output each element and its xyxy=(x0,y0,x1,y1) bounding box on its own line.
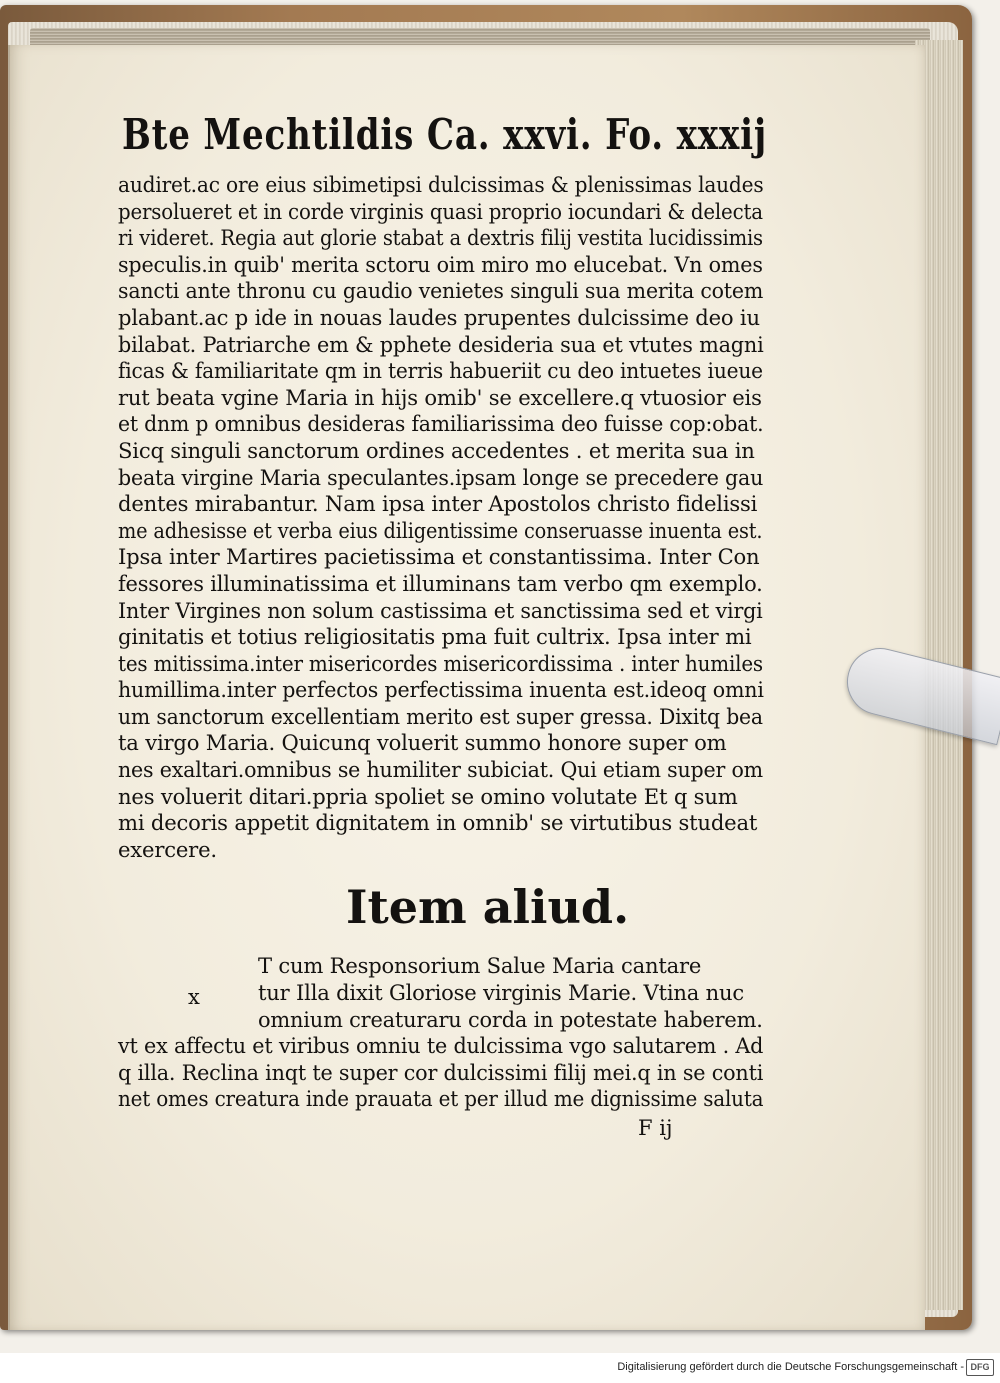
paragraph-2-indented xyxy=(118,954,768,1034)
text-line: beata virgine Maria speculantes.ipsam longe se precedere gau xyxy=(118,465,764,491)
footer-bar xyxy=(0,1353,1000,1383)
text-line: mi decoris appetit dignitatem in omnib' se virtutibus studeat xyxy=(118,811,758,837)
text-line: plabant.ac p ide in nouas laudes prupentes dulcissime deo iu xyxy=(118,305,760,331)
text-line: humillima.inter perfectos perfectissima inuenta est.ideoq omni xyxy=(118,678,764,704)
text-line: Inter Virgines non solum castissima et sanctissima sed et virgi xyxy=(118,598,763,624)
page-text xyxy=(118,105,768,1140)
text-line: bilabat. Patriarche em & pphete desideria sua et vtutes magni xyxy=(118,332,764,358)
text-line: Sicq singuli sanctorum ordines accedentes . et merita sua in xyxy=(118,438,755,464)
text-line: q illa. Reclina inqt te super cor dulcissimi filij mei.q in se conti xyxy=(118,1060,764,1086)
text-line: vt ex affectu et viribus omniu te dulcissima vgo salutarem . Ad xyxy=(118,1034,764,1060)
text-line: persolueret et in corde virginis quasi proprio iocundari & delecta xyxy=(118,199,763,225)
text-line: sancti ante thronu cu gaudio venietes singuli sua merita cotem xyxy=(118,279,764,305)
text-line: nes exaltari.omnibus se humiliter subiciat. Qui etiam super om xyxy=(118,758,763,784)
marginal-letter: x xyxy=(188,985,200,1009)
text-line: tur Illa dixit Gloriose virginis Marie. Vtina nuc xyxy=(258,981,744,1007)
text-line: omnium creaturaru corda in potestate haberem. xyxy=(258,1007,763,1033)
text-line: nes voluerit ditari.ppria spoliet se omino volutate Et q sum xyxy=(118,784,738,810)
text-line: et dnm p omnibus desideras familiarissima deo fuisse cop:obat. xyxy=(118,412,764,438)
text-line: speculis.in quib' merita sctoru oim miro mo elucebat. Vn omes xyxy=(118,252,763,278)
text-line: ficas & familiaritate qm in terris habueriit cu deo intuetes iueue xyxy=(118,359,763,385)
text-line: dentes mirabantur. Nam ipsa inter Apostolos christo fidelissi xyxy=(118,492,758,518)
section-title: Item aliud. xyxy=(346,880,630,935)
text-line: audiret.ac ore eius sibimetipsi dulcissimas & plenissimas laudes xyxy=(118,173,764,198)
text-line: Ipsa inter Martires pacietissima et constantissima. Inter Con xyxy=(118,545,760,571)
paragraph-2 xyxy=(118,1034,768,1114)
text-line: net omes creatura inde prauata et per illud me dignissime saluta xyxy=(118,1087,764,1113)
text-line: ginitatis et totius religiositatis pma fuit cultrix. Ipsa inter mi xyxy=(118,625,752,651)
running-header: Bte Mechtildis Ca. xxvi. Fo. xxxij xyxy=(122,110,768,159)
signature-mark: F ij xyxy=(638,1116,673,1140)
footer-credit: Digitalisierung gefördert durch die Deutsche Forschungsgemeinschaft - xyxy=(617,1361,964,1373)
text-line: exercere. xyxy=(118,837,217,863)
text-line: ta virgo Maria. Quicunq voluerit summo honore super om xyxy=(118,731,727,757)
text-line: um sanctorum excellentiam merito est super gressa. Dixitq bea xyxy=(118,704,763,730)
paragraph-1 xyxy=(118,173,768,864)
text-line: T cum Responsorium Salue Maria cantare xyxy=(258,954,702,980)
text-line: rut beata vgine Maria in hijs omib' se excellere.q vtuosior eis xyxy=(118,385,762,411)
dfg-logo: DFG xyxy=(966,1359,994,1376)
text-line: tes mitissima.inter misericordes misericordissima . inter humiles xyxy=(118,651,763,677)
text-line: fessores illuminatissima et illuminans tam verbo qm exemplo. xyxy=(118,571,763,597)
text-line: me adhesisse et verba eius diligentissime conseruasse inuenta est. xyxy=(118,518,763,544)
text-line: ri videret. Regia aut glorie stabat a dextris filij vestita lucidissimis xyxy=(118,226,763,252)
